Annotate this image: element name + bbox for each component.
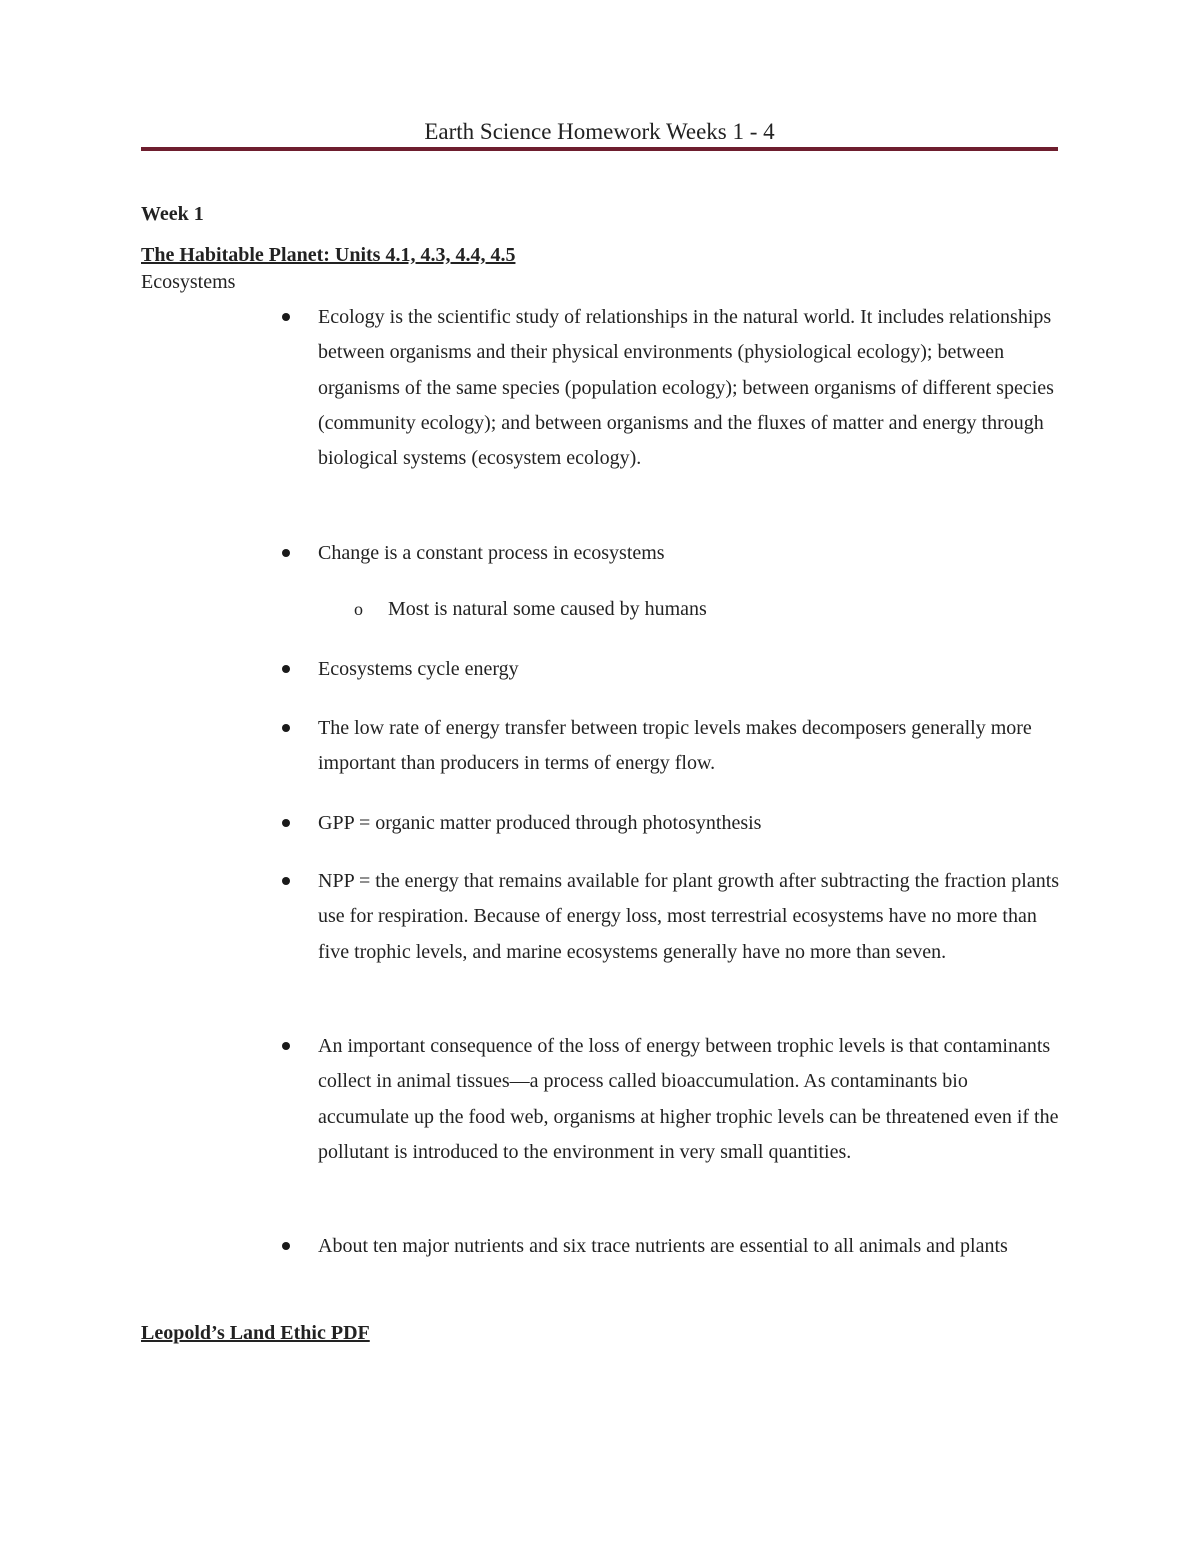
week-heading: Week 1 <box>141 203 204 225</box>
bullet-icon <box>282 819 290 827</box>
list-item-text: Ecology is the scientific study of relationships in the natural world. It includes relationships between organisms and their physical environments (physiological ecology); between organisms of the same species (population ecology); between organisms of different species (community ecology); and between organisms and the fluxes of matter and energy through biological systems (ecosystem ecology). <box>318 306 1054 470</box>
bullet-icon <box>282 665 290 673</box>
list-item-text: Change is a constant process in ecosystems <box>318 542 665 564</box>
list-item-text: An important consequence of the loss of energy between trophic levels is that contaminants collect in animal tissues—a process called bioaccumulation. As contaminants bio accumulate up the food web, organisms at higher trophic levels can be threatened even if the pollutant is introduced to the environment in very small quantities. <box>318 1035 1059 1163</box>
list-item <box>318 1029 1063 1170</box>
list-item-text: NPP = the energy that remains available for plant growth after subtracting the fraction plants use for respiration. Because of energy loss, most terrestrial ecosystems have no more than five trophic levels, and marine ecosystems generally have no more than seven. <box>318 870 1060 963</box>
subsection-label: Ecosystems <box>141 271 236 293</box>
list-item <box>318 806 1063 841</box>
section-heading-leopold: Leopold’s Land Ethic PDF <box>141 1322 370 1344</box>
hollow-bullet-icon: o <box>354 599 363 619</box>
list-item <box>318 1229 1063 1264</box>
list-item <box>318 536 1063 571</box>
bullet-icon <box>282 877 290 885</box>
bullet-icon <box>282 724 290 732</box>
bullet-icon <box>282 1242 290 1250</box>
bullet-icon <box>282 313 290 321</box>
sub-list-item <box>354 592 1058 627</box>
list-item-text: About ten major nutrients and six trace nutrients are essential to all animals and plants <box>318 1235 1008 1257</box>
bullet-icon <box>282 549 290 557</box>
section-heading: The Habitable Planet: Units 4.1, 4.3, 4.4, 4.5 <box>141 244 516 266</box>
bullet-icon <box>282 1042 290 1050</box>
list-item <box>318 300 1063 476</box>
list-item <box>318 711 1063 782</box>
document-title: Earth Science Homework Weeks 1 - 4 <box>424 119 775 144</box>
list-item-text: Ecosystems cycle energy <box>318 658 519 680</box>
list-item-text: The low rate of energy transfer between tropic levels makes decomposers generally more important than producers in terms of energy flow. <box>318 717 1032 775</box>
list-item <box>318 864 1063 970</box>
list-item <box>318 652 1063 687</box>
list-item-text: GPP = organic matter produced through photosynthesis <box>318 812 762 834</box>
sub-list-item-text: Most is natural some caused by humans <box>388 598 707 620</box>
title-divider <box>141 147 1058 151</box>
